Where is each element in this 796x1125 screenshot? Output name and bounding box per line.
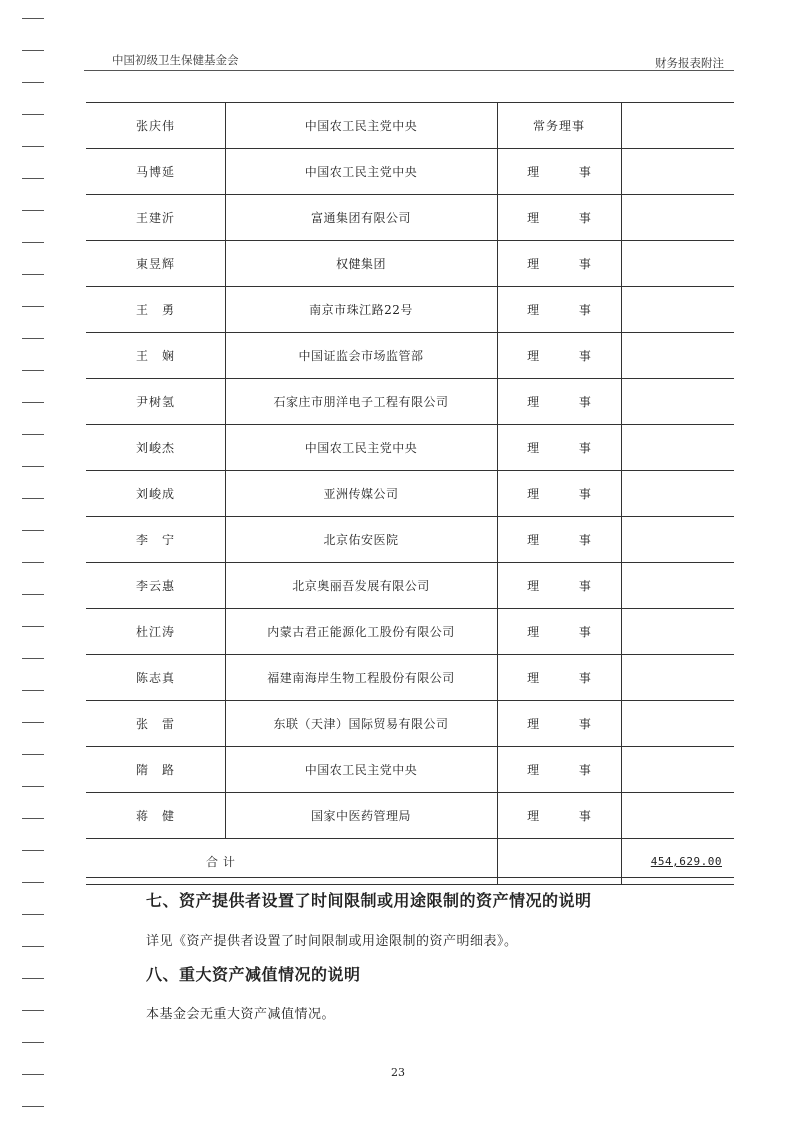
member-name: 王 娴 (86, 333, 225, 379)
member-organization: 国家中医药管理局 (225, 793, 497, 839)
member-role: 理 事 (497, 701, 621, 747)
member-name: 陈志真 (86, 655, 225, 701)
member-organization: 权健集团 (225, 241, 497, 287)
member-amount-cell (621, 287, 734, 333)
member-amount-cell (621, 793, 734, 839)
member-organization: 亚洲传媒公司 (225, 471, 497, 517)
member-amount-cell (621, 655, 734, 701)
member-organization: 中国农工民主党中央 (225, 425, 497, 471)
member-name: 刘峻杰 (86, 425, 225, 471)
section7-text: 详见《资产提供者设置了时间限制或用途限制的资产明细表》。 (146, 934, 518, 949)
binding-margin-marks (22, 0, 62, 1125)
board-members-table (86, 102, 734, 885)
member-organization: 北京佑安医院 (225, 517, 497, 563)
member-role: 理 事 (497, 287, 621, 333)
member-amount-cell (621, 517, 734, 563)
member-role: 理 事 (497, 149, 621, 195)
section8-text: 本基金会无重大资产减值情况。 (146, 1007, 336, 1022)
page-number: 23 (391, 1066, 405, 1079)
section7-heading: 七、资产提供者设置了时间限制或用途限制的资产情况的说明 (146, 891, 592, 910)
member-name: 王建沂 (86, 195, 225, 241)
member-name: 李 宁 (86, 517, 225, 563)
table-row (86, 287, 734, 333)
table-row (86, 517, 734, 563)
table-row (86, 241, 734, 287)
header-organization: 中国初级卫生保健基金会 (112, 53, 239, 67)
table-row (86, 747, 734, 793)
member-name: 马博延 (86, 149, 225, 195)
table-row (86, 563, 734, 609)
member-organization: 中国农工民主党中央 (225, 747, 497, 793)
total-label: 合 计 (86, 839, 497, 885)
member-role: 理 事 (497, 425, 621, 471)
table-row (86, 701, 734, 747)
table-row (86, 333, 734, 379)
member-organization: 富通集团有限公司 (225, 195, 497, 241)
member-name: 東昱辉 (86, 241, 225, 287)
member-name: 尹树氢 (86, 379, 225, 425)
member-amount-cell (621, 149, 734, 195)
member-amount-cell (621, 241, 734, 287)
member-role: 理 事 (497, 517, 621, 563)
member-amount-cell (621, 747, 734, 793)
section8-heading: 八、重大资产减值情况的说明 (146, 965, 361, 984)
member-organization: 福建南海岸生物工程股份有限公司 (225, 655, 497, 701)
member-amount-cell (621, 333, 734, 379)
member-amount-cell (621, 701, 734, 747)
member-role: 理 事 (497, 747, 621, 793)
table-row (86, 425, 734, 471)
member-role: 理 事 (497, 655, 621, 701)
member-role: 理 事 (497, 379, 621, 425)
member-organization: 中国农工民主党中央 (225, 149, 497, 195)
member-name: 张 雷 (86, 701, 225, 747)
table-row (86, 793, 734, 839)
member-name: 李云惠 (86, 563, 225, 609)
member-organization: 南京市珠江路22号 (225, 287, 497, 333)
header-divider (84, 70, 734, 71)
member-amount-cell (621, 379, 734, 425)
member-name: 王 勇 (86, 287, 225, 333)
member-name: 蒋 健 (86, 793, 225, 839)
table-row (86, 609, 734, 655)
member-role: 理 事 (497, 471, 621, 517)
member-name: 隋 路 (86, 747, 225, 793)
member-rows (86, 103, 734, 839)
table-row (86, 195, 734, 241)
member-role: 理 事 (497, 609, 621, 655)
member-amount-cell (621, 563, 734, 609)
member-amount-cell (621, 425, 734, 471)
table-row (86, 655, 734, 701)
member-name: 张庆伟 (86, 103, 225, 149)
member-role: 理 事 (497, 563, 621, 609)
member-organization: 中国农工民主党中央 (225, 103, 497, 149)
member-amount-cell (621, 195, 734, 241)
header-report-section: 财务报表附注 (655, 56, 724, 70)
member-organization: 石家庄市朋洋电子工程有限公司 (225, 379, 497, 425)
member-name: 杜江涛 (86, 609, 225, 655)
member-role: 理 事 (497, 333, 621, 379)
table-row (86, 471, 734, 517)
member-role: 理 事 (497, 793, 621, 839)
member-role: 理 事 (497, 241, 621, 287)
member-organization: 内蒙古君正能源化工股份有限公司 (225, 609, 497, 655)
table-row (86, 379, 734, 425)
member-amount-cell (621, 609, 734, 655)
member-amount-cell (621, 471, 734, 517)
member-organization: 东联（天津）国际贸易有限公司 (225, 701, 497, 747)
member-role: 理 事 (497, 195, 621, 241)
table-row (86, 149, 734, 195)
member-role: 常务理事 (497, 103, 621, 149)
member-organization: 北京奥丽吾发展有限公司 (225, 563, 497, 609)
member-name: 刘峻成 (86, 471, 225, 517)
member-organization: 中国证监会市场监管部 (225, 333, 497, 379)
table-row (86, 103, 734, 149)
total-amount: 454,629.00 (621, 839, 734, 885)
table-bottom-rule (86, 877, 734, 878)
member-amount-cell (621, 103, 734, 149)
